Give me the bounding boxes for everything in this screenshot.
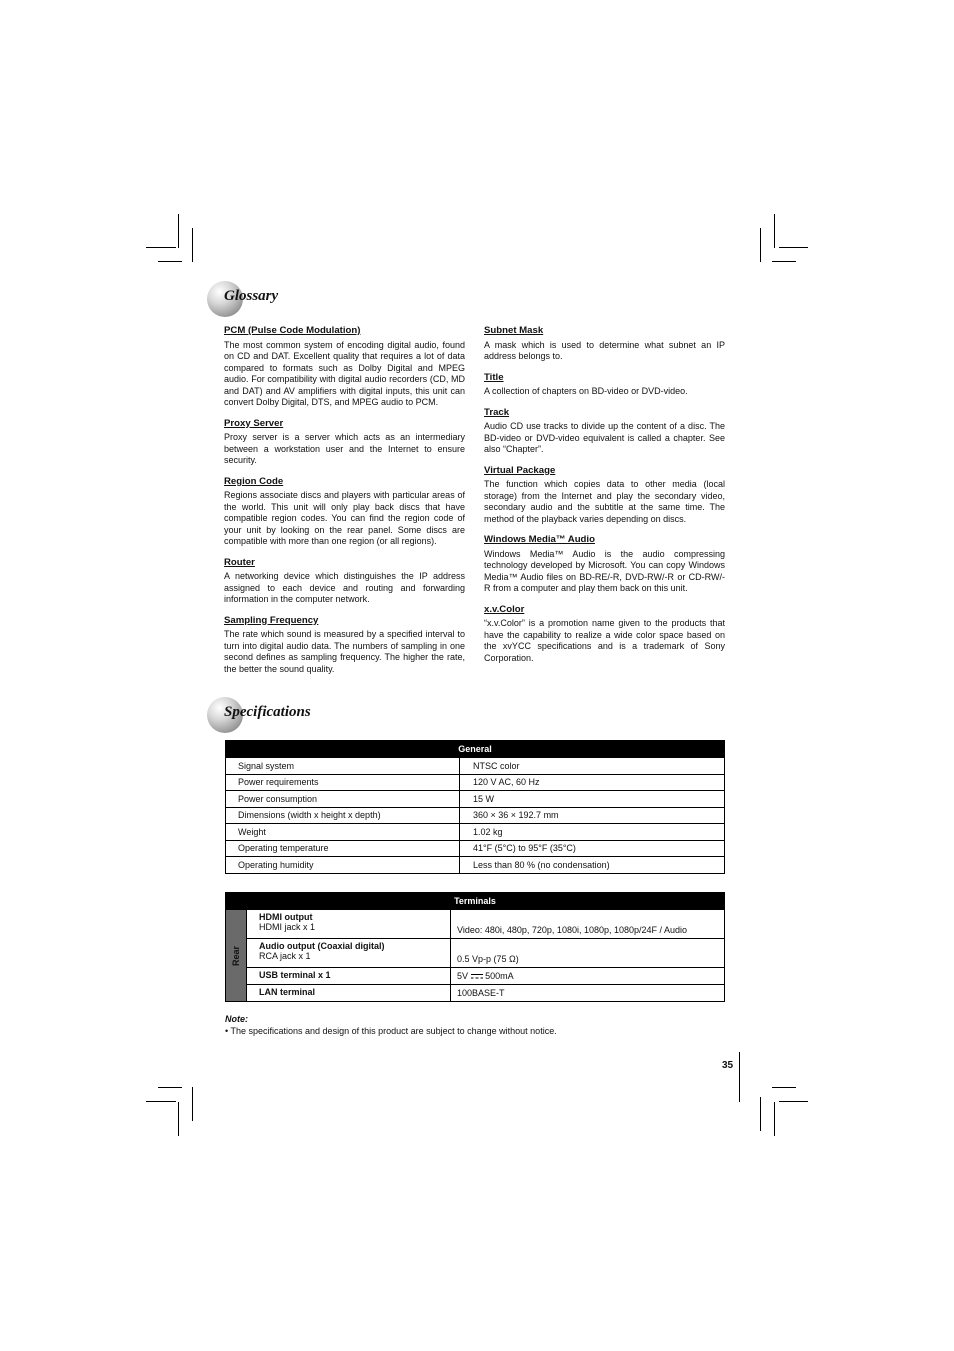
spec-label: Power consumption: [226, 791, 460, 808]
table-row: [226, 840, 725, 857]
glossary-term: Virtual Package: [484, 464, 556, 476]
glossary-right-column: [484, 325, 725, 673]
spec-label: Power requirements: [226, 774, 460, 791]
terminal-name: LAN terminal: [259, 987, 316, 997]
note-text: The specifications and design of this product are subject to change without notice.: [230, 1026, 557, 1036]
crop-mark: [146, 1101, 176, 1102]
terminal-name: USB terminal x 1: [259, 970, 331, 980]
glossary-definition: The rate which sound is measured by a specified interval to turn into digital audio data. The numbers of sampling in one second defines as sampling frequency. The higher the rate, the better the sound quality.: [224, 629, 465, 674]
rear-group-cell: [226, 910, 247, 1002]
terminal-label: [247, 939, 451, 968]
terminal-value: 0.5 Vp-p (75 Ω): [451, 939, 725, 968]
table-row: [226, 758, 725, 775]
glossary-entry: [484, 372, 725, 398]
terminal-label: [247, 985, 451, 1002]
glossary-entry: [224, 325, 465, 409]
table-row: [226, 857, 725, 874]
dc-symbol-icon: [471, 973, 483, 980]
voltage-text: 5V: [457, 971, 469, 981]
glossary-entry: [484, 604, 725, 665]
table-row: [226, 791, 725, 808]
table-row: [226, 807, 725, 824]
glossary-entry: [484, 407, 725, 456]
spec-label: Weight: [226, 824, 460, 841]
note-title: Note:: [225, 1014, 248, 1024]
spec-value: Less than 80 % (no condensation): [460, 857, 725, 874]
spec-value: 120 V AC, 60 Hz: [460, 774, 725, 791]
glossary-title: Glossary: [224, 288, 279, 304]
glossary-definition: Windows Media™ Audio is the audio compressing technology developed by Microsoft. You can copy Windows Media™ Audio files on BD-RE/-R, DVD-RW/-R or CD-RW/-R from a computer and play them back on this unit.: [484, 548, 725, 593]
table-row: [226, 910, 725, 939]
glossary-term: Windows Media™ Audio: [484, 534, 595, 545]
crop-mark: [774, 1102, 775, 1136]
glossary-definition: A mask which is used to determine what subnet an IP address belongs to.: [484, 339, 725, 361]
crop-mark: [760, 1097, 761, 1131]
glossary-term: Title: [484, 371, 504, 383]
terminal-label: [247, 968, 451, 985]
crop-mark: [772, 1087, 796, 1088]
table-row: [226, 985, 725, 1002]
terminal-sub: RCA jack x 1: [259, 951, 311, 961]
terminal-value: 100BASE-T: [451, 985, 725, 1002]
spec-value: 1.02 kg: [460, 824, 725, 841]
glossary-definition: Proxy server is a server which acts as an intermediary between a workstation user and the Internet to ensure security.: [224, 432, 465, 465]
glossary-term: Proxy Server: [224, 417, 284, 429]
current-text: 500mA: [485, 971, 514, 981]
glossary-term: Subnet Mask: [484, 325, 544, 336]
crop-mark: [178, 1102, 179, 1136]
glossary-definition: The function which copies data to other media (local storage) from the Internet and play the secondary video, secondary audio and the subtitle at the same time. The method of the playback varies depending on discs.: [484, 479, 725, 524]
page-number-rule: [739, 1052, 740, 1102]
glossary-entry: [224, 557, 465, 606]
note-item: • The specifications and design of this product are subject to change without notice.: [225, 1026, 557, 1036]
glossary-term: Track: [484, 406, 510, 418]
spec-value: 15 W: [460, 791, 725, 808]
spec-label: Operating temperature: [226, 840, 460, 857]
table-row: [226, 824, 725, 841]
glossary-term: x.v.Color: [484, 603, 525, 615]
terminal-value: [451, 968, 725, 985]
specifications-title: Specifications: [224, 704, 311, 720]
glossary-definition: The most common system of encoding digital audio, found on CD and DAT. Excellent quality that requires a lot of data compared to formats such as Dolby Digital and MPEG audio. For compatibility with digital audio recorders (CD, MD and DAT) and AV amplifiers with digital inputs, this unit can convert Dolby Digital, DTS, and MPEG audio to PCM.: [224, 339, 465, 407]
spec-value: NTSC color: [460, 758, 725, 775]
glossary-entry: [224, 418, 465, 467]
glossary-entry: [484, 465, 725, 526]
page-number: 35: [722, 1060, 734, 1071]
crop-mark: [158, 1087, 182, 1088]
rear-label: Rear: [231, 945, 242, 966]
glossary-entry: [224, 615, 465, 676]
terminal-value: Video: 480i, 480p, 720p, 1080i, 1080p, 1080p/24F / Audio: [451, 910, 725, 939]
crop-mark: [760, 228, 761, 262]
glossary-term: Region Code: [224, 475, 284, 487]
spec-label: Signal system: [226, 758, 460, 775]
glossary-term: Sampling Frequency: [224, 614, 319, 626]
glossary-entry: [484, 325, 725, 363]
terminal-label: [247, 910, 451, 939]
terminal-name: Audio output (Coaxial digital): [259, 941, 385, 951]
table-row: [226, 939, 725, 968]
terminals-spec-table: [225, 892, 725, 1002]
note: [225, 1013, 557, 1037]
glossary-definition: Regions associate discs and players with particular areas of the world. This unit will only play back discs that have compatible region codes. You can find the region code of your unit by looking on the rear panel. Some discs are compatible with more than one region (or all regions).: [224, 490, 465, 546]
crop-mark: [779, 1101, 808, 1102]
spec-value: 360 × 36 × 192.7 mm: [460, 807, 725, 824]
crop-mark: [772, 261, 796, 262]
table-header: Terminals: [226, 893, 725, 910]
glossary-entry: [484, 534, 725, 595]
spec-value: 41°F (5°C) to 95°F (35°C): [460, 840, 725, 857]
crop-mark: [192, 1087, 193, 1121]
glossary-heading: [207, 281, 507, 317]
table-row: [226, 968, 725, 985]
table-header: General: [226, 741, 725, 758]
spec-label: Dimensions (width x height x depth): [226, 807, 460, 824]
table-row: [226, 774, 725, 791]
specifications-heading: [207, 697, 507, 733]
crop-mark: [774, 214, 775, 248]
glossary-left-column: [224, 325, 465, 684]
crop-mark: [158, 261, 182, 262]
glossary-entry: [224, 476, 465, 548]
glossary-definition: A networking device which distinguishes the IP address assigned to each device and routing and forwarding information in the computer network.: [224, 571, 465, 604]
glossary-definition: Audio CD use tracks to divide up the content of a disc. The BD-video or DVD-video equivalent is called a chapter. See also “Chapter”.: [484, 421, 725, 454]
crop-mark: [779, 247, 808, 248]
terminal-name: HDMI output: [259, 912, 313, 922]
spec-label: Operating humidity: [226, 857, 460, 874]
glossary-definition: “x.v.Color” is a promotion name given to the products that have the capability to realize a wide color space based on the xvYCC specifications and is a trademark of Sony Corporation.: [484, 618, 725, 663]
glossary-term: Router: [224, 556, 255, 568]
crop-mark: [178, 214, 179, 248]
glossary-term: PCM (Pulse Code Modulation): [224, 325, 361, 336]
general-spec-table: [225, 740, 725, 874]
glossary-definition: A collection of chapters on BD-video or DVD-video.: [484, 386, 688, 396]
crop-mark: [146, 247, 176, 248]
terminal-sub: HDMI jack x 1: [259, 922, 316, 932]
crop-mark: [192, 228, 193, 262]
